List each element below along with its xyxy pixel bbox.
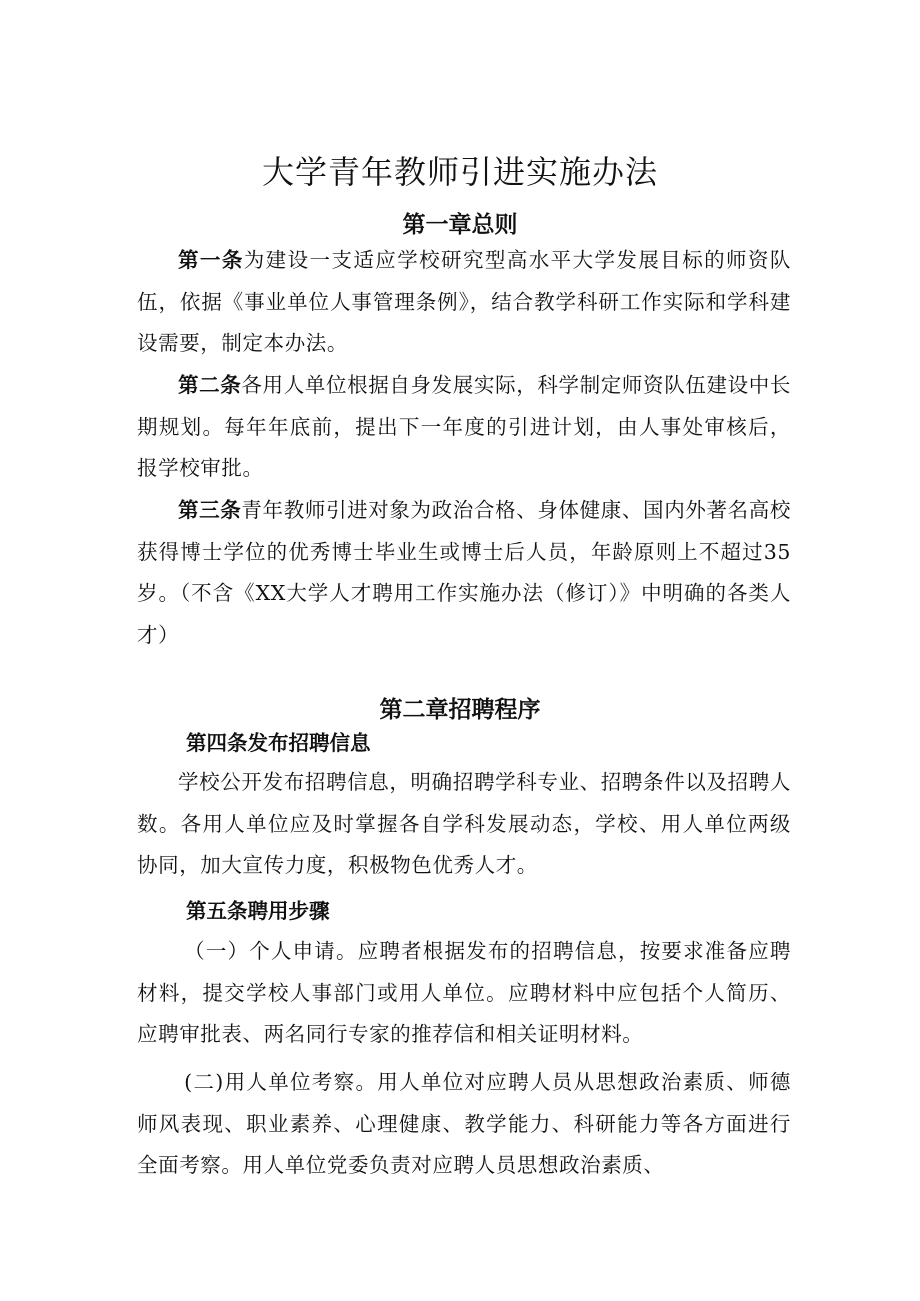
article-3 (137, 490, 791, 656)
article-5-heading: 第五条聘用步骤 (186, 899, 330, 923)
article-4-heading: 第四条发布招聘信息 (186, 731, 371, 755)
article-4-text: 学校公开发布招聘信息，明确招聘学科专业、招聘条件以及招聘人数。各用人单位应及时掌握各自学科发展动态，学校、用人单位两级协同，加大宣传力度，积极物色优秀人才。 (137, 770, 791, 877)
article-2-label: 第二条 (178, 373, 242, 397)
article-3-text: 青年教师引进对象为政治合格、身体健康、国内外著名高校获得博士学位的优秀博士毕业生或博士后人员，年龄原则上不超过35岁。（不含《XX大学人才聘用工作实施办法（修订）》中明确的各类人才） (137, 498, 791, 647)
article-2-text: 各用人单位根据自身发展实际，科学制定师资队伍建设中长期规划。每年年底前，提出下一年度的引进计划，由人事处审核后，报学校审批。 (137, 373, 791, 480)
article-5-step-2: (二)用人单位考察。用人单位对应聘人员从思想政治素质、师德师风表现、职业素养、心理健康、教学能力、科研能力等各方面进行全面考察。用人单位党委负责对应聘人员思想政治素质、 (137, 1070, 791, 1177)
article-1-label: 第一条 (178, 248, 244, 272)
article-1-text: 为建设一支适应学校研究型高水平大学发展目标的师资队伍，依据《事业单位人事管理条例》，结合教学科研工作实际和学科建设需要，制定本办法。 (137, 248, 791, 355)
article-3-label: 第三条 (178, 498, 242, 522)
chapter-1-heading: 第一章总则 (402, 212, 518, 239)
document-title: 大学青年教师引进实施办法 (261, 153, 658, 192)
article-2 (137, 365, 791, 490)
article-1 (137, 240, 791, 365)
article-5-step-1: （一）个人申请。应聘者根据发布的招聘信息，按要求准备应聘材料，提交学校人事部门或用人单位。应聘材料中应包括个人简历、应聘审批表、两名同行专家的推荐信和相关证明材料。 (137, 939, 791, 1046)
chapter-2-heading: 第二章招聘程序 (379, 697, 541, 724)
